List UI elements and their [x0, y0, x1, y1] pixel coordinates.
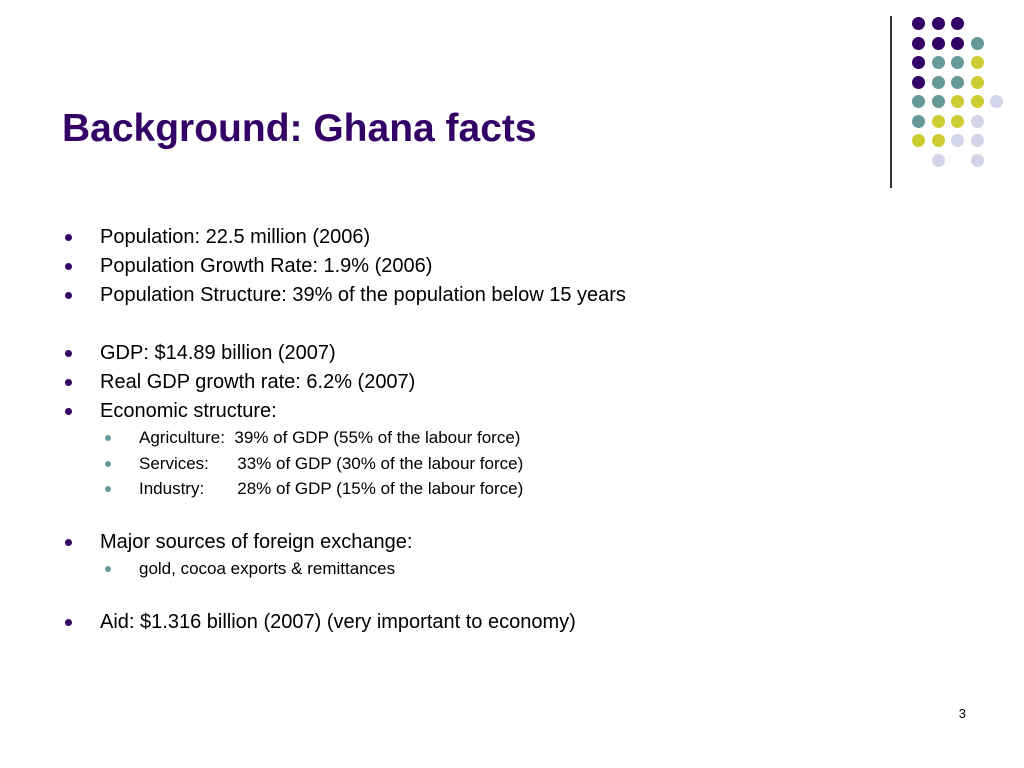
sub-bullet-item	[139, 479, 523, 499]
bullet-icon	[65, 292, 72, 299]
bullet-text: Aid: $1.316 billion (2007) (very important to economy)	[100, 611, 576, 633]
bullet-item	[100, 283, 626, 307]
slide-title: Background: Ghana facts	[62, 107, 537, 150]
sub-bullet-text: Industry: 28% of GDP (15% of the labour force)	[139, 479, 524, 498]
bullet-item	[100, 254, 432, 278]
bullet-icon	[65, 263, 72, 270]
bullet-item	[100, 610, 576, 634]
bullet-text: GDP: $14.89 billion (2007)	[100, 342, 336, 364]
sub-bullet-text: Services: 33% of GDP (30% of the labour force)	[139, 454, 524, 473]
bullet-icon	[65, 350, 72, 357]
bullet-icon	[65, 408, 72, 415]
sub-bullet-text: Agriculture: 39% of GDP (55% of the labour force)	[139, 428, 521, 447]
bullet-text: Population Growth Rate: 1.9% (2006)	[100, 255, 433, 277]
sub-bullet-icon	[105, 566, 111, 572]
bullet-icon	[65, 619, 72, 626]
sub-bullet-item	[139, 428, 520, 448]
bullet-item	[100, 530, 412, 554]
bullet-item	[100, 225, 370, 249]
sub-bullet-item	[139, 559, 395, 579]
page-number: 3	[958, 706, 966, 721]
sub-bullet-icon	[105, 435, 111, 441]
bullet-item	[100, 370, 415, 394]
bullet-text: Population: 22.5 million (2006)	[100, 226, 371, 248]
bullet-text: Population Structure: 39% of the population below 15 years	[100, 284, 626, 306]
bullet-text: Economic structure:	[100, 400, 277, 422]
sub-bullet-icon	[105, 461, 111, 467]
bullet-icon	[65, 234, 72, 241]
bullet-text: Real GDP growth rate: 6.2% (2007)	[100, 371, 416, 393]
bullet-item	[100, 341, 336, 365]
bullet-icon	[65, 379, 72, 386]
sub-bullet-text: gold, cocoa exports & remittances	[139, 559, 396, 578]
sub-bullet-item	[139, 454, 523, 474]
bullet-item	[100, 399, 277, 423]
bullet-icon	[65, 539, 72, 546]
bullet-text: Major sources of foreign exchange:	[100, 531, 413, 553]
sub-bullet-icon	[105, 486, 111, 492]
